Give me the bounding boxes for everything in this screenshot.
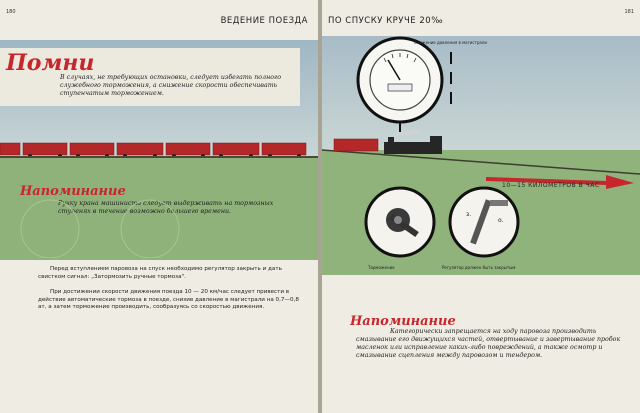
svg-text:о.: о. xyxy=(498,217,504,224)
reminder-title-right: Напоминание xyxy=(350,314,456,329)
pressure-gauge-icon xyxy=(354,36,446,132)
header-right: ПО СПУСКУ КРУЧЕ 20‰ xyxy=(328,16,444,26)
left-page xyxy=(0,0,318,413)
svg-text:з.: з. xyxy=(466,211,472,218)
reminder-text-left: Ручку крана машиниста следует выдерживать на тормозных ступенях в течение возможно большего времени. xyxy=(58,200,274,215)
page-number-left: 180 xyxy=(6,9,16,15)
regulator-label: Регулятор должен быть закрытым xyxy=(442,265,516,270)
reminder-text-right: Категорически запрещается на ходу паровоза производить смазывание его движущихся частей, отвертывание и завертывание пробок масленок или исправление каких-либо повреждений, а также осмотр и смазывание сцепления между паровозом и тендером. xyxy=(356,328,621,359)
reminder-title-left: Напоминание xyxy=(20,184,126,199)
right-page xyxy=(322,0,640,413)
signal-dashes xyxy=(446,52,456,116)
faint-circles-decoration xyxy=(10,196,210,258)
page-number-right: 181 xyxy=(624,9,634,15)
paragraph-1: Перед вступлением паровоза на спуск необходимо регулятор закрыть и дать свистком сигнал: „Затормозить ручные тормоза". xyxy=(38,266,282,280)
header-left: ВЕДЕНИЕ ПОЕЗДА xyxy=(220,16,308,26)
remember-text: В случаях, не требующих остановки, следует избегать полного служебного торможения, а снижение скорости обеспечивать ступенчатым торможением. xyxy=(60,74,282,97)
brake-label: Торможение xyxy=(368,265,395,270)
paragraph-2: При достижении скорости движения поезда 10 — 20 км/час следует привести в действие автоматические тормоза в поезде, снизив давление в магистрали на 0,7—0,8 ат, а затем торможение производить, сообразуясь со скоростью движения. xyxy=(38,289,299,311)
brake-handle-icon xyxy=(364,186,436,258)
gauge-caption: Снижение давления в магистрали xyxy=(414,40,487,45)
regulator-handle-icon xyxy=(448,186,520,258)
remember-title: Помни xyxy=(6,50,95,76)
speed-label: 10—15 КИЛОМЕТРОВ В ЧАС xyxy=(502,182,600,189)
